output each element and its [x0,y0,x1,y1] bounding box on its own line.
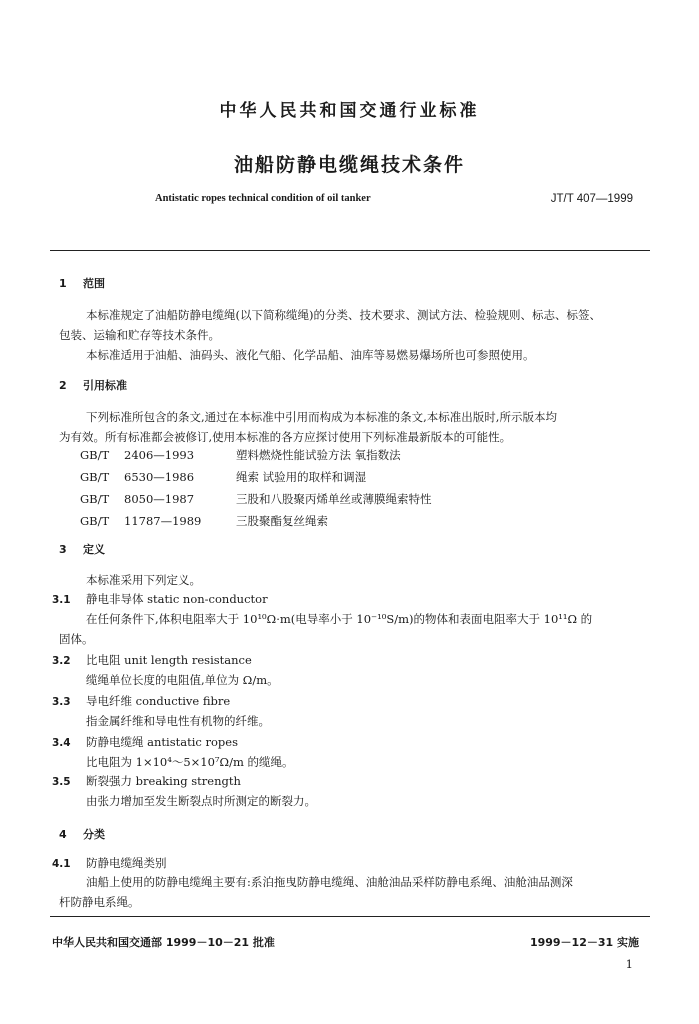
reference-title: 三股聚酯复丝绳索 [236,514,328,528]
reference-type: GB/T [80,470,110,484]
section-4-heading [59,826,105,842]
definition-text: 固体。 [59,632,94,646]
reference-type: GB/T [80,492,110,506]
reference-number: 2406—1993 [124,448,195,462]
page-number: 1 [625,957,633,971]
definition-heading [52,734,238,750]
section-1-paragraph: 本标准适用于油船、油码头、液化气船、化学品船、油库等易燃易爆场所也可参照使用。 [86,348,535,362]
section-number: 2 [59,379,67,392]
reference-item [80,447,401,463]
reference-type: GB/T [80,514,110,528]
definition-heading [52,773,241,789]
clause-number: 3.3 [52,696,71,708]
definition-heading [52,693,230,709]
clause-title: 断裂强力 breaking strength [86,774,241,788]
definition-text: 指金属纤维和导电性有机物的纤维。 [86,714,270,728]
effective-date: 1999－12－31 实施 [529,936,639,949]
reference-type: GB/T [80,448,110,462]
reference-title: 塑料燃烧性能试验方法 氧指数法 [236,448,401,462]
section-title: 分类 [83,828,105,841]
reference-title: 三股和八股聚丙烯单丝或薄膜绳索特性 [236,492,432,506]
section-number: 3 [59,543,67,556]
section-number: 1 [59,277,67,290]
header-rule [50,250,650,251]
clause-number: 3.5 [52,776,71,788]
clause-text: 油船上使用的防静电缆绳主要有:系泊拖曳防静电缆绳、油舱油品采样防静电系绳、油舱油品测深 [86,875,573,889]
clause-number: 3.4 [52,737,71,749]
clause-number: 3.1 [52,594,71,606]
section-title: 引用标准 [83,379,127,392]
clause-number: 4.1 [52,858,71,870]
definition-text: 由张力增加至发生断裂点时所测定的断裂力。 [86,794,316,808]
definition-heading [52,652,252,668]
clause-title: 防静电缆绳类别 [86,856,167,870]
reference-number: 6530—1986 [124,470,195,484]
section-3-intro: 本标准采用下列定义。 [86,573,201,587]
clause-title: 防静电缆绳 antistatic ropes [86,735,238,749]
clause-title: 比电阻 unit length resistance [86,653,252,667]
footer-rule [50,916,650,917]
section-3-heading [59,541,105,557]
reference-item [80,491,432,507]
reference-number: 8050—1987 [124,492,195,506]
section-2-paragraph-line: 为有效。所有标准都会被修订,使用本标准的各方应探讨使用下列标准最新版本的可能性。 [59,430,512,444]
reference-title: 绳索 试验用的取样和调湿 [236,470,367,484]
document-title-en: Antistatic ropes technical condition of oil tanker [155,193,371,204]
reference-item [80,513,328,529]
clause-title: 静电非导体 static non-conductor [86,592,268,606]
section-number: 4 [59,828,67,841]
clause-title: 导电纤维 conductive fibre [86,694,231,708]
document-title-cn: 油船防静电缆绳技术条件 [233,154,465,176]
definition-text: 在任何条件下,体积电阻率大于 10¹⁰Ω·m(电导率小于 10⁻¹⁰S/m)的物体和表面电阻率大于 10¹¹Ω 的 [86,612,593,626]
definition-text: 比电阻为 1×10⁴～5×10⁷Ω/m 的缆绳。 [86,755,294,769]
reference-item [80,469,366,485]
standard-code: JT/T 407—1999 [550,193,633,205]
definition-heading [52,591,268,607]
section-1-paragraph-line: 本标准规定了油船防静电缆绳(以下简称缆绳)的分类、技术要求、测试方法、检验规则、标志、标签、 [86,308,601,322]
industry-title: 中华人民共和国交通行业标准 [219,101,480,121]
clause-number: 3.2 [52,655,71,667]
section-title: 范围 [83,277,105,290]
approval-date: 中华人民共和国交通部 1999－10－21 批准 [52,936,275,949]
clause-heading [52,855,167,871]
section-1-paragraph-line: 包装、运输和贮存等技术条件。 [59,328,220,342]
section-2-paragraph-line: 下列标准所包含的条文,通过在本标准中引用而构成为本标准的条文,本标准出版时,所示版本均 [86,410,557,424]
reference-number: 11787—1989 [124,514,202,528]
section-2-heading [59,377,127,393]
section-1-heading [59,275,105,291]
clause-text: 杆防静电系绳。 [59,895,140,909]
section-title: 定义 [83,543,105,556]
definition-text: 缆绳单位长度的电阻值,单位为 Ω/m。 [86,673,279,687]
